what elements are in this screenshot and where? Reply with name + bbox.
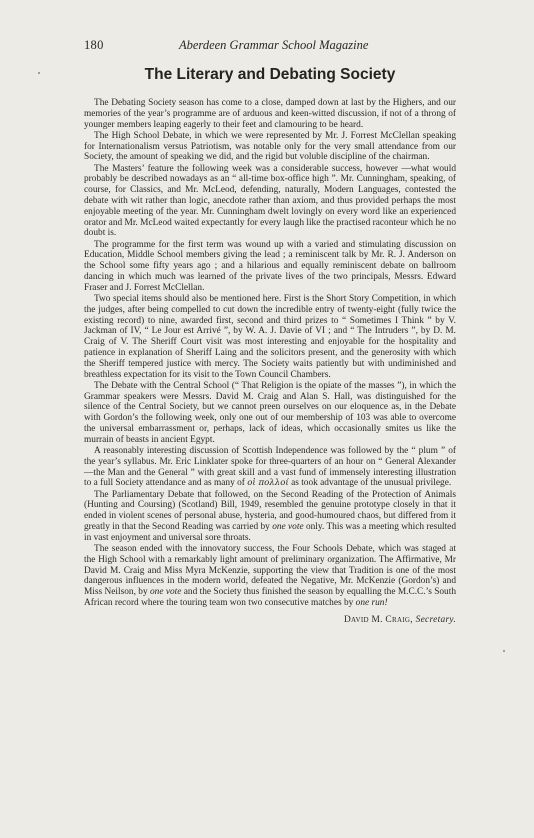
- article-title: The Literary and Debating Society: [144, 66, 396, 83]
- italic-phrase: one vote: [272, 521, 304, 532]
- paragraph: The Debating Society season has come to a close, damped down at last by the Highers, and our memories of the year’s programme are of arduous and keen-witted discussion, if not of a throng of younger members leaping eagerly to their feet and clamouring to be heard.: [84, 98, 456, 130]
- paragraph: [84, 544, 456, 609]
- italic-phrase: one vote: [150, 587, 182, 598]
- paragraph-text: as took advantage of the unusual privilege.: [288, 478, 452, 489]
- signature: [84, 615, 456, 625]
- paragraph: The High School Debate, in which we were represented by Mr. J. Forrest McClellan speaking for Internationalism versus Patriotism, was notable only for the very small attendance from our Society, the amount of speaking we did, and the rigid but voluble discipline of the chairman.: [84, 130, 456, 163]
- signature-role: Secretary.: [415, 614, 456, 625]
- article-body: [84, 98, 456, 609]
- running-title: Aberdeen Grammar School Magazine: [179, 38, 369, 52]
- print-speck: [503, 650, 505, 652]
- greek-phrase: οἱ πολλοί: [247, 478, 289, 489]
- page-number: 180: [84, 38, 104, 52]
- paragraph-text: A reasonably interesting discussion of Scottish Independence was followed by the “ plum ” of the year’s syllabus. Mr. Eric Linklater spoke for three-quarters of an hour on “ General Alexander—the Man and the General ” with great skill and a vast fund of immensely interesting illustration to a full Society attendance and as many of: [84, 446, 456, 489]
- paragraph: The Masters’ feature the following week was a considerable success, however —what would probably be described nowadays as an “ all-time box-office high ”. Mr. Cunningham, speaking, of course, for Classics, and Mr. McLeod, defending, naturally, Modern Languages, contested the debate with wit rather than logic, anecdote rather than axiom, and thus provided perhaps the most enjoyable meeting of the year. Mr. Cunningham dwelt lovingly on every word like an experienced orator and Mr. McLeod waited expectantly for every laugh like the practised raconteur which he no doubt is.: [84, 163, 456, 239]
- paragraph-text: The season ended with the innovatory success, the Four Schools Debate, which was staged at the High School with a remarkably light amount of preliminary organization. The Affirmative, Mr David M. Craig and Miss Myra McKenzie, supporting the view that Tradition is one of the most dangerous influences in the modern world, defeated the Negative, Mr. McKenzie (Gordon’s) and Miss Neilson, by: [84, 544, 456, 598]
- signature-name: David M. Craig,: [343, 614, 413, 625]
- paragraph-text: and the Society thus finished the season by equalling the M.C.C.’s South African record where the touring team won two consecutive matches by: [84, 587, 456, 608]
- italic-phrase: one run!: [355, 597, 388, 608]
- paragraph: The Debate with the Central School (“ That Religion is the opiate of the masses ”), in which the Grammar speakers were Messrs. David M. Craig and Alan S. Hall, was distinguished for the silence of the Central Society, but we cannot preen ourselves on our eloquence as, in the Debate with Gordon’s the following week, only one out of our membership of 103 was able to overcome the universal embarrassment or, perhaps, lack of ideas, which occasionally smites us like the murrain of beasts in ancient Egypt.: [84, 380, 456, 445]
- paragraph-text: The Parliamentary Debate that followed, on the Second Reading of the Protection of Animals (Hunting and Coursing) (Scotland) Bill, 1949, resembled the genuine prototype closely in that it ended in violent scenes of personal abuse, hysteria, and good-humoured chaos, but differed from it greatly in that the Second Reading was carried by: [84, 489, 456, 532]
- paragraph: Two special items should also be mentioned here. First is the Short Story Competition, in which the judges, after being compelled to cut down the incredible entry of twenty-eight (fully twice the existing record) to nine, awarded first, second and third prizes to “ Sometimes I Think ” by V. Jackman of IV, “ Le Jour est Arrivé ”, by W. A. J. Davie of VI ; and “ The Intruders ”, by D. M. Craig of V. The Sheriff Court visit was most interesting and enjoyable for the hospitality and patience in explanation of Sheriff Laing and the solicitors present, and the generosity with which the Sheriff tempered justice with mercy. The Society waits patiently but with undiminished and breathless expectation for its visit to the Town Council Chambers.: [84, 294, 456, 380]
- paragraph: The programme for the first term was wound up with a varied and stimulating discussion on Education, Middle School members giving the lead ; a reminiscent talk by Mr. R. J. Anderson on the School some fifty years ago ; and a hilarious and equally reminiscent debate on ballroom dancing in which much was learned of the private lives of the two principals, Messrs. Edward Fraser and J. Forrest McClellan.: [84, 239, 456, 293]
- paragraph: [84, 446, 456, 489]
- paragraph-text: only. This was a meeting which resulted in vast enjoyment and universal sore throats.: [84, 521, 456, 543]
- page-header: [84, 38, 456, 53]
- paragraph: [84, 490, 456, 544]
- print-speck: [38, 72, 40, 74]
